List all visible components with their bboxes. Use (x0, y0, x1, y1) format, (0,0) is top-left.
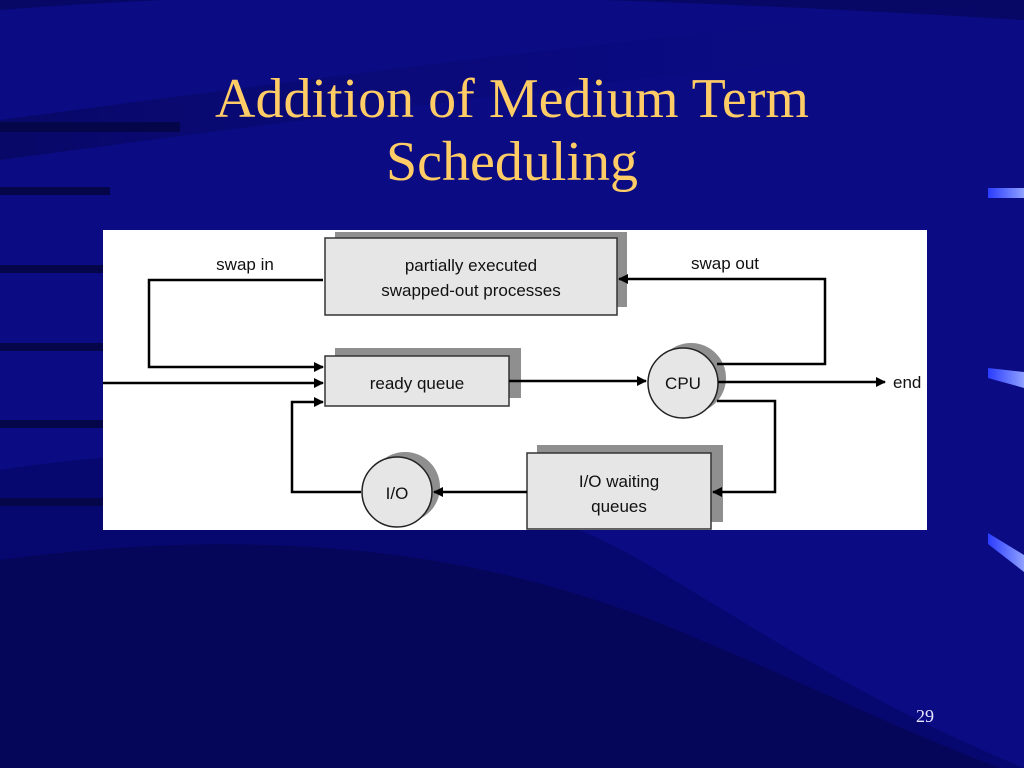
swapped-box-line-2: swapped-out processes (381, 281, 561, 300)
slide-title-line-2: Scheduling (386, 131, 638, 193)
ready-queue-label: ready queue (369, 374, 465, 393)
ready-queue-box (325, 348, 521, 406)
cpu-label: CPU (665, 374, 701, 393)
end-label: end (893, 373, 922, 392)
swap-out-label: swap out (690, 254, 760, 273)
swap-out-arrow (619, 279, 825, 364)
slide-title-line-1: Addition of Medium Term (215, 68, 809, 130)
slide-title (0, 68, 1024, 194)
cpu-node (648, 343, 726, 418)
swapped-out-processes-box (325, 232, 627, 315)
io-wait-line-2: queues (591, 497, 647, 516)
io-to-ready-arrow (292, 402, 361, 492)
scheduling-diagram (103, 230, 927, 530)
io-label: I/O (385, 484, 409, 503)
io-wait-line-1: I/O waiting (578, 472, 660, 491)
io-node (362, 452, 440, 527)
right-edge-accents (988, 188, 1024, 572)
swap-in-label: swap in (216, 255, 274, 274)
io-waiting-queues-box (527, 445, 723, 529)
slide-number: 29 (916, 706, 934, 726)
swapped-box-line-1: partially executed (404, 256, 538, 275)
swap-in-arrow (149, 280, 323, 367)
